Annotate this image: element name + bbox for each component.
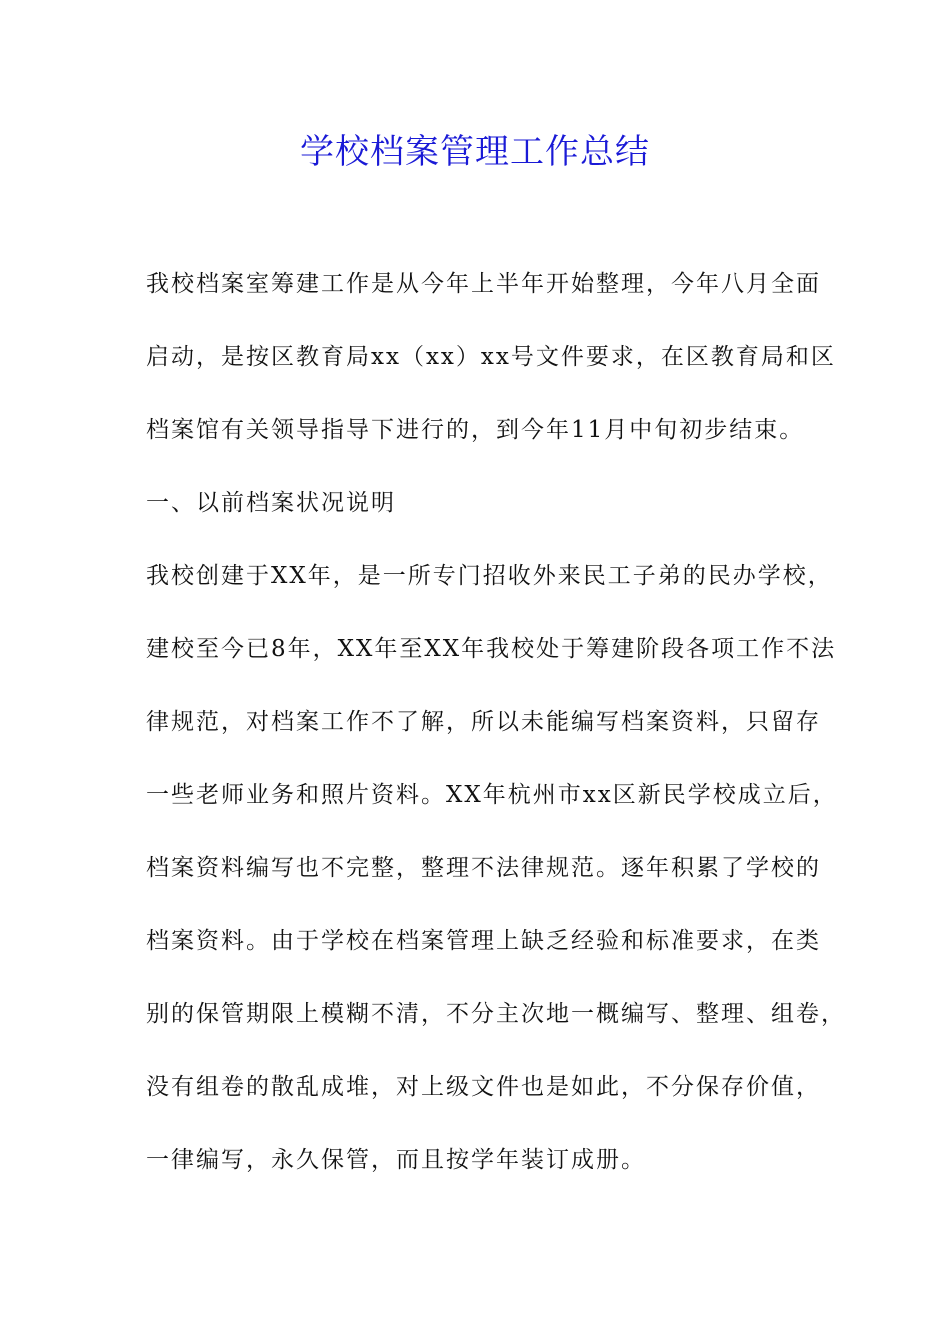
section-heading: 一、以前档案状况说明 [146, 490, 396, 516]
body-line: 没有组卷的散乱成堆，对上级文件也是如此，不分保存价值， [146, 1074, 821, 1100]
body-line: 档案资料。由于学校在档案管理上缺乏经验和标准要求，在类 [146, 928, 821, 954]
body-line: 我校档案室筹建工作是从今年上半年开始整理，今年八月全面 [146, 271, 821, 297]
body-line: 一律编写，永久保管，而且按学年装订成册。 [146, 1147, 646, 1173]
body-line: 一些老师业务和照片资料。XX年杭州市xx区新民学校成立后， [146, 782, 838, 808]
body-line: 启动，是按区教育局xx（xx）xx号文件要求，在区教育局和区 [146, 344, 836, 370]
body-line: 档案馆有关领导指导下进行的，到今年11月中旬初步结束。 [146, 417, 805, 443]
body-line: 我校创建于XX年，是一所专门招收外来民工子弟的民办学校， [146, 563, 833, 589]
body-line: 建校至今已8年，XX年至XX年我校处于筹建阶段各项工作不法 [146, 636, 837, 662]
body-line: 档案资料编写也不完整，整理不法律规范。逐年积累了学校的 [146, 855, 821, 881]
body-line: 律规范，对档案工作不了解，所以未能编写档案资料，只留存 [146, 709, 821, 735]
document-body [146, 260, 846, 1209]
document-title: 学校档案管理工作总结 [300, 132, 650, 172]
body-line: 别的保管期限上模糊不清，不分主次地一概编写、整理、组卷， [146, 1001, 846, 1027]
